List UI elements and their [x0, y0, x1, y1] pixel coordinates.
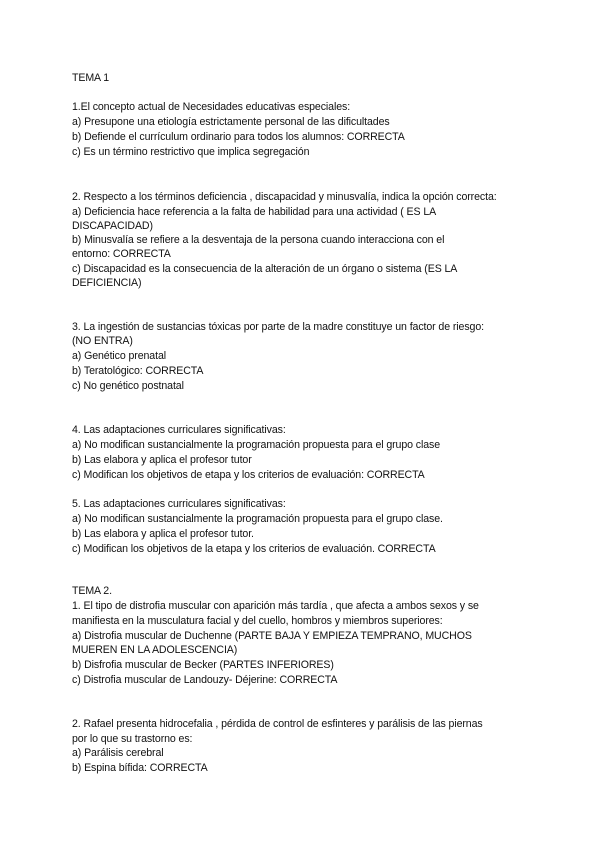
option-a: a) No modifican sustancialmente la programación propuesta para el grupo clase: [72, 439, 440, 451]
option-a-continued: MUEREN EN LA ADOLESCENCIA): [72, 644, 238, 656]
option-c: c) Modifican los objetivos de etapa y los criterios de evaluación: CORRECTA: [72, 469, 425, 481]
option-c: c) Es un término restrictivo que implica segregación: [72, 146, 310, 158]
option-c: c) Distrofia muscular de Landouzy- Déjerine: CORRECTA: [72, 674, 338, 686]
option-a: a) No modifican sustancialmente la programación propuesta para el grupo clase.: [72, 513, 443, 525]
question-1-text: 1.El concepto actual de Necesidades educativas especiales:: [72, 101, 351, 113]
question-3-note: (NO ENTRA): [72, 335, 133, 347]
option-c-continued: DEFICIENCIA): [72, 277, 142, 289]
question-1-text: 1. El tipo de distrofia muscular con aparición más tardía , que afecta a ambos sexos y se: [72, 600, 479, 612]
question-1-text-continued: manifiesta en la musculatura facial y del cuello, hombros y miembros superiores:: [72, 615, 443, 627]
section-heading-tema-1: TEMA 1: [72, 72, 110, 84]
option-b: b) Disfrofia muscular de Becker (PARTES INFERIORES): [72, 659, 334, 671]
option-b: b) Teratológico: CORRECTA: [72, 365, 204, 377]
option-b: b) Minusvalía se refiere a la desventaja de la persona cuando interacciona con el: [72, 234, 445, 246]
question-2-text: 2. Rafael presenta hidrocefalia , pérdida de control de esfinteres y parálisis de las piernas: [72, 718, 483, 730]
option-a-continued: DISCAPACIDAD): [72, 220, 153, 232]
option-b: b) Defiende el currículum ordinario para todos los alumnos: CORRECTA: [72, 131, 405, 143]
option-a: a) Deficiencia hace referencia a la falta de habilidad para una actividad ( ES LA: [72, 206, 437, 218]
question-3-text: 3. La ingestión de sustancias tóxicas por parte de la madre constituye un factor de riesgo:: [72, 321, 484, 333]
question-4-text: 4. Las adaptaciones curriculares significativas:: [72, 424, 286, 436]
option-a: a) Parálisis cerebral: [72, 747, 164, 759]
section-heading-tema-2: TEMA 2.: [72, 585, 112, 597]
option-a: a) Presupone una etiología estrictamente personal de las dificultades: [72, 116, 390, 128]
option-c: c) No genético postnatal: [72, 380, 184, 392]
option-b: b) Las elabora y aplica el profesor tutor: [72, 454, 252, 466]
question-2-text-continued: por lo que su trastorno es:: [72, 733, 193, 745]
option-b: b) Las elabora y aplica el profesor tutor.: [72, 528, 254, 540]
option-b: b) Espina bífida: CORRECTA: [72, 762, 208, 774]
question-2-text: 2. Respecto a los términos deficiencia , discapacidad y minusvalía, indica la opción correcta:: [72, 191, 497, 203]
question-5-text: 5. Las adaptaciones curriculares significativas:: [72, 498, 286, 510]
option-c: c) Modifican los objetivos de la etapa y los criterios de evaluación. CORRECTA: [72, 543, 436, 555]
option-a: a) Distrofia muscular de Duchenne (PARTE BAJA Y EMPIEZA TEMPRANO, MUCHOS: [72, 630, 472, 642]
option-c: c) Discapacidad es la consecuencia de la alteración de un órgano o sistema (ES LA: [72, 263, 458, 275]
option-b-continued: entorno: CORRECTA: [72, 248, 171, 260]
option-a: a) Genético prenatal: [72, 350, 166, 362]
